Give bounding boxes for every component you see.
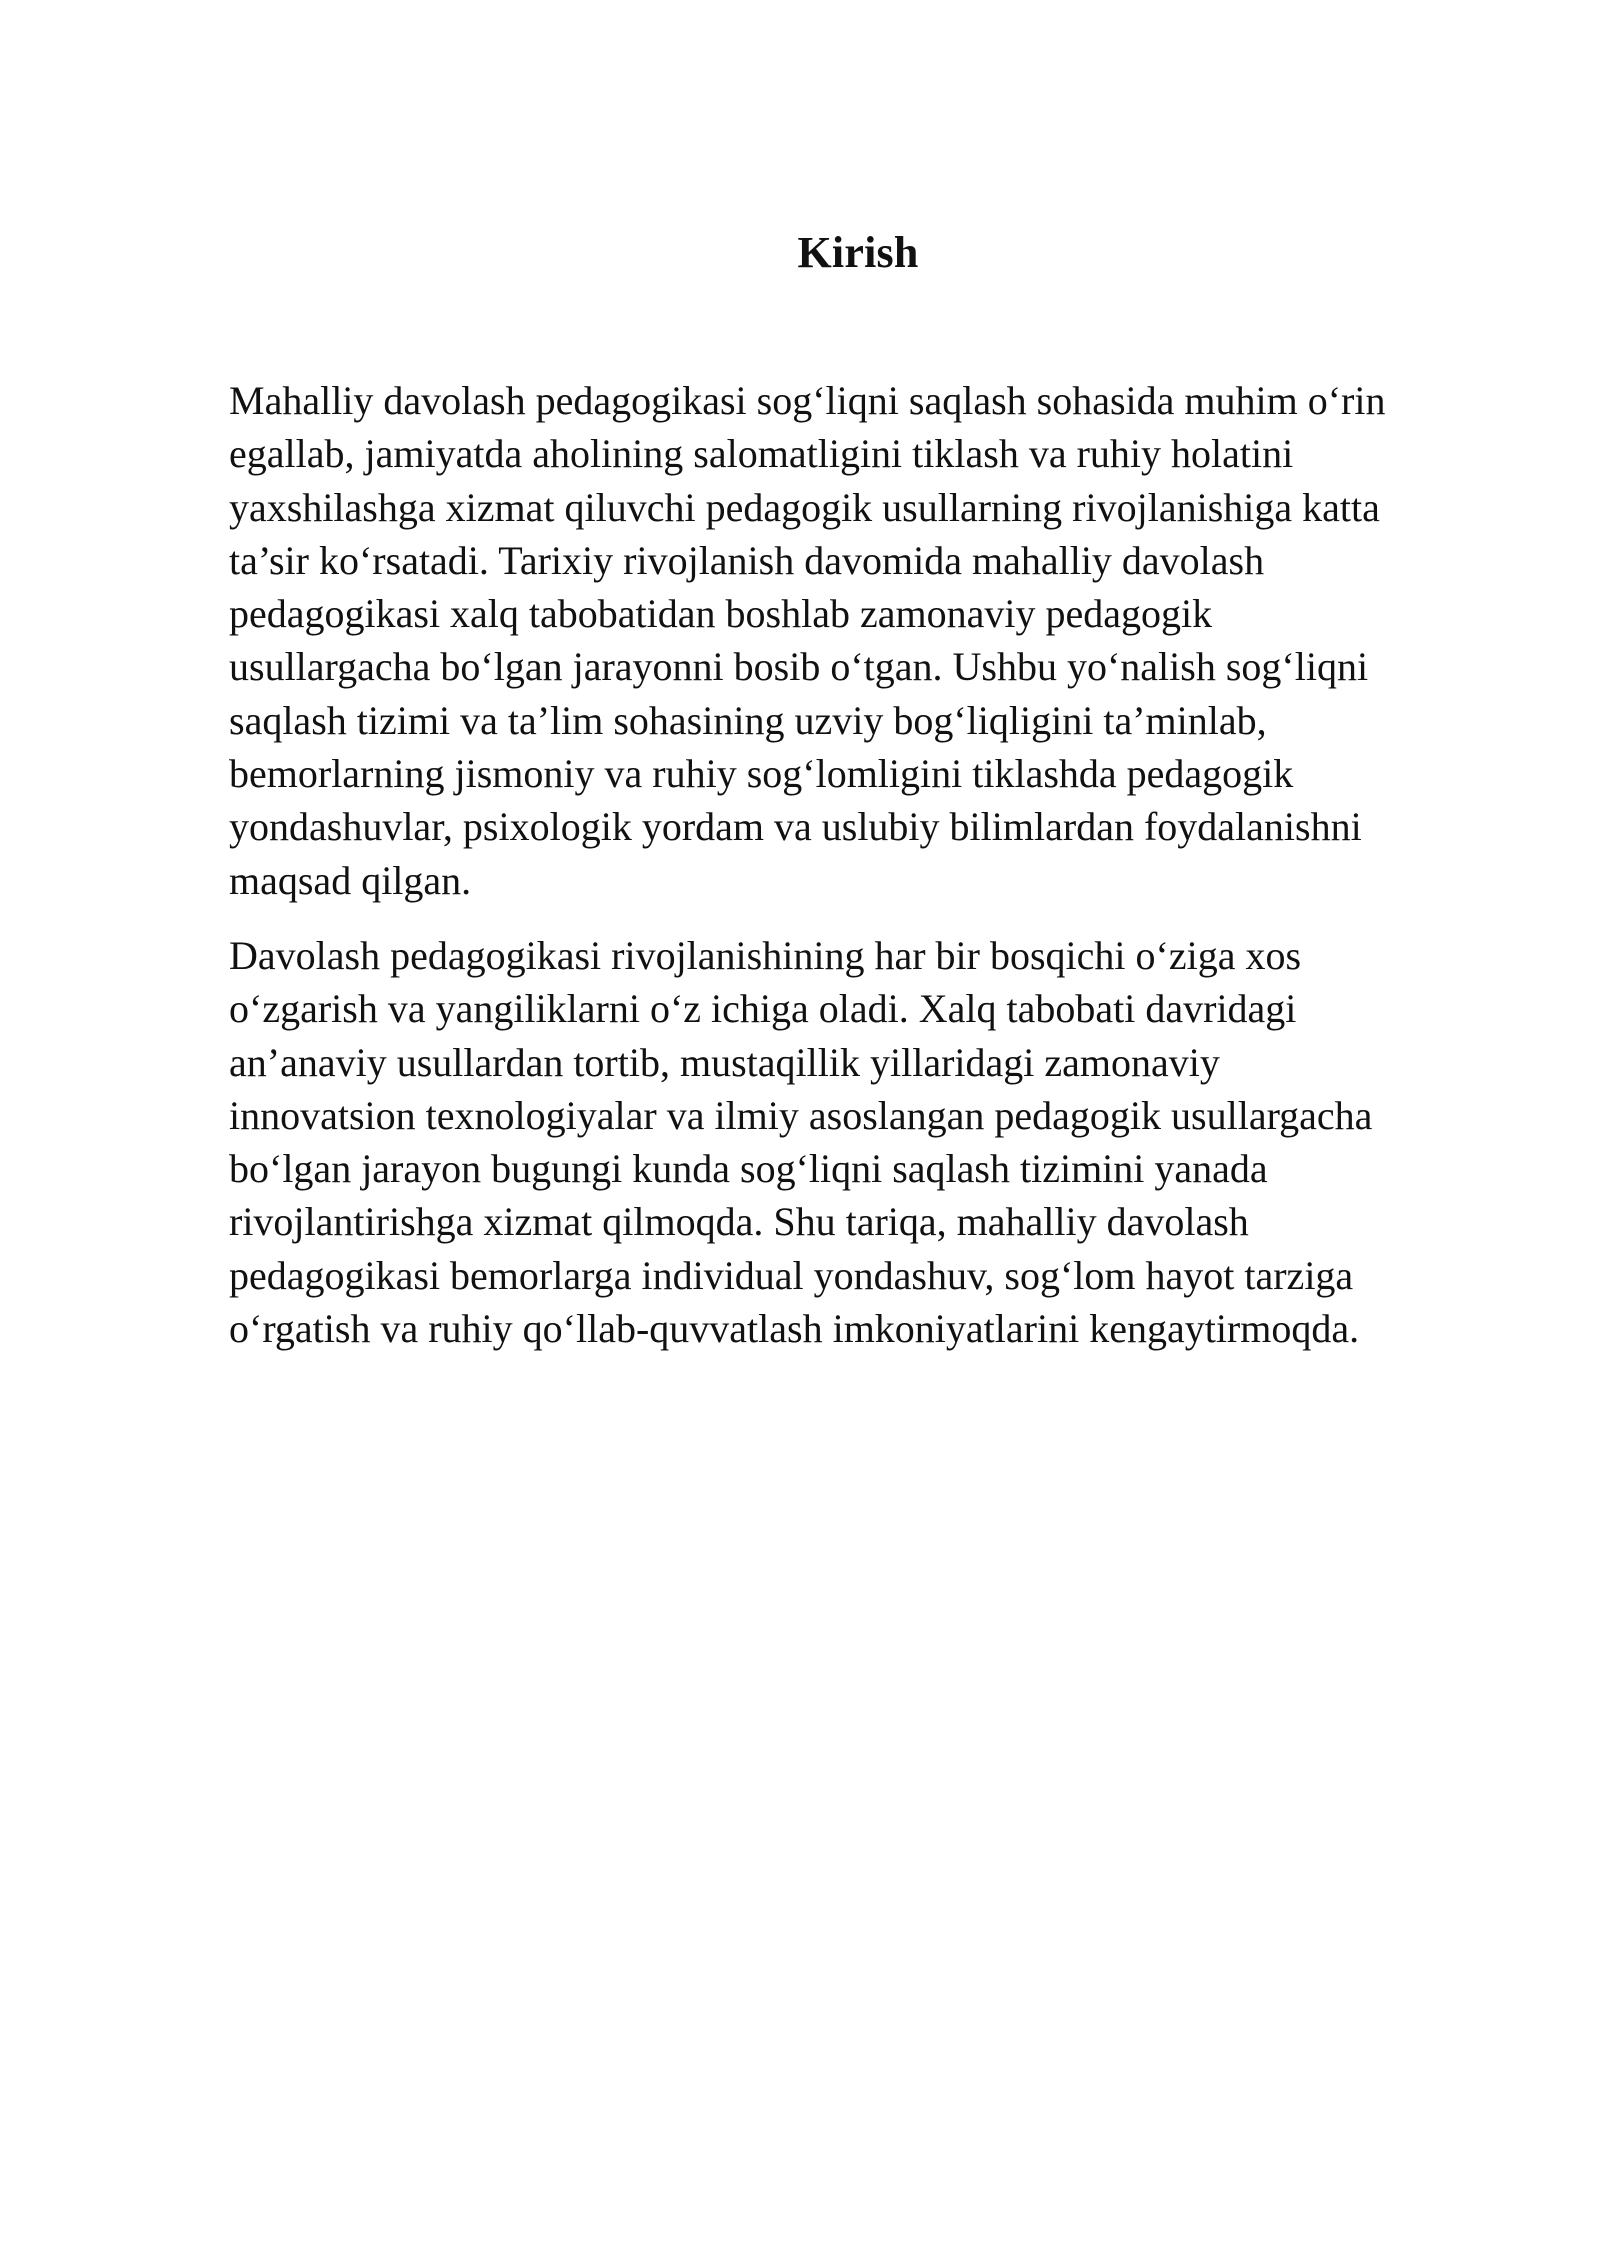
text-line: bo‘lgan jarayon bugungi kunda sog‘liqni saqlash tizimini yanada (229, 1146, 1268, 1192)
text-line: pedagogikasi bemorlarga individual yondashuv, sog‘lom hayot tarziga (229, 1252, 1354, 1298)
document-body (229, 374, 1489, 1377)
text-line: yondashuvlar, psixologik yordam va uslubiy bilimlardan foydalanishni (229, 804, 1362, 850)
page-title: Kirish (797, 228, 919, 277)
text-line: o‘zgarish va yangiliklarni o‘z ichiga oladi. Xalq tabobati davridagi (229, 986, 1297, 1032)
text-line: saqlash tizimi va ta’lim sohasining uzviy bog‘liqligini ta’minlab, (229, 697, 1267, 743)
text-line: pedagogikasi xalq tabobatidan boshlab zamonaviy pedagogik (229, 591, 1213, 637)
text-line: maqsad qilgan. (229, 857, 472, 903)
text-line: rivojlantirishga xizmat qilmoqda. Shu tariqa, mahalliy davolash (229, 1199, 1249, 1245)
text-line: innovatsion texnologiyalar va ilmiy asoslangan pedagogik usullargacha (229, 1092, 1373, 1138)
text-line: Mahalliy davolash pedagogikasi sog‘liqni saqlash sohasida muhim o‘rin (229, 378, 1386, 423)
paragraph-2 (229, 929, 1489, 1355)
text-line: o‘rgatish va ruhiy qo‘llab-quvvatlash imkoniyatlarini kengaytirmoqda. (229, 1306, 1360, 1352)
text-line: usullargacha bo‘lgan jarayonni bosib o‘tgan. Ushbu yo‘nalish sog‘liqni (229, 644, 1369, 690)
text-line: yaxshilashga xizmat qiluvchi pedagogik usullarning rivojlanishiga katta (229, 484, 1380, 530)
paragraph-1 (229, 374, 1489, 907)
text-line: Davolash pedagogikasi rivojlanishining har bir bosqichi o‘ziga xos (229, 932, 1302, 978)
text-line: ta’sir ko‘rsatadi. Tarixiy rivojlanish davomida mahalliy davolash (229, 537, 1265, 583)
text-line: egallab, jamiyatda aholining salomatligini tiklash va ruhiy holatini (229, 431, 1294, 477)
text-line: bemorlarning jismoniy va ruhiy sog‘lomligini tiklashda pedagogik (229, 751, 1294, 797)
text-line: an’anaviy usullardan tortib, mustaqillik yillaridagi zamonaviy (229, 1039, 1220, 1085)
